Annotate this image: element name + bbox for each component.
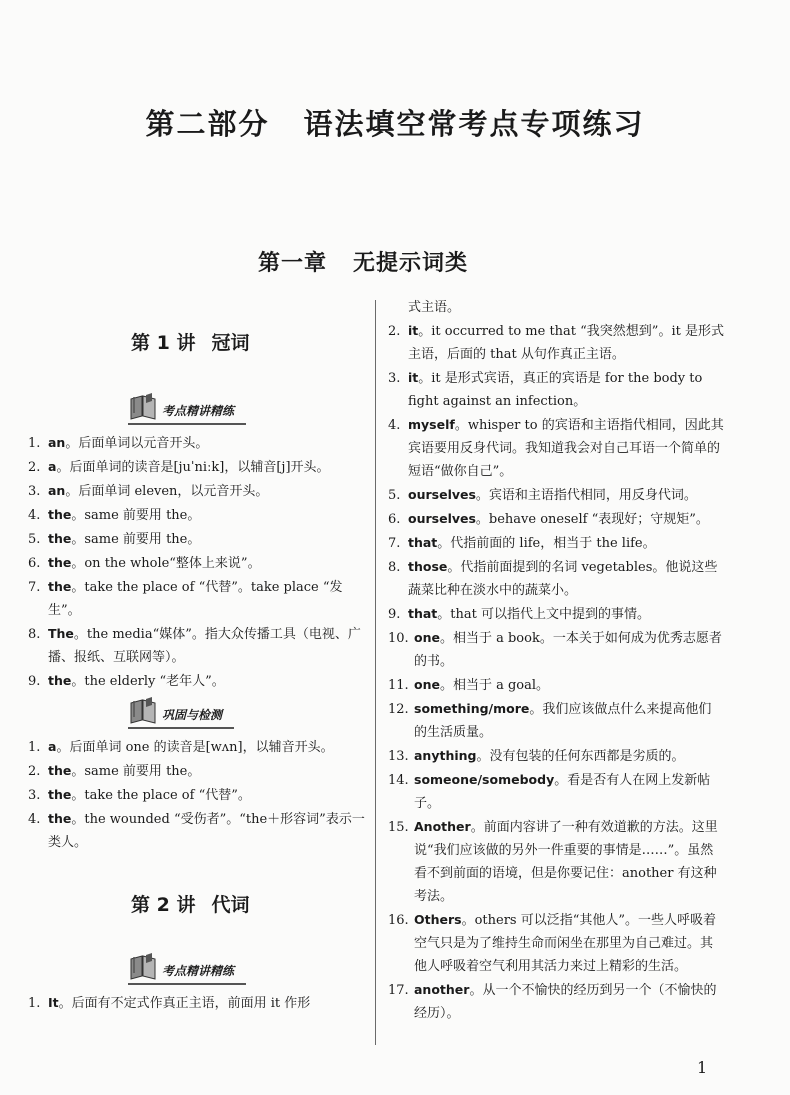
list-item: 4. myself。whisper to 的宾语和主语指代相同，因此其宾语要用反身代词。我知道我会对自己耳语一个简单的短语“做你自己”。	[388, 417, 724, 479]
answer-list	[28, 735, 366, 854]
part-label: 第二部分	[145, 107, 270, 141]
list-item: 5. the。same 前要用 the。	[28, 531, 201, 547]
list-item: 13. anything。没有包装的任何东西都是劣质的。	[388, 748, 685, 764]
list-item: 1. an。后面单词以元音开头。	[28, 435, 209, 451]
list-item: 6. the。on the whole“整体上来说”。	[28, 555, 261, 571]
answer-list	[388, 319, 724, 1025]
list-item: 17. another。从一个不愉快的经历到另一个（不愉快的经历）。	[388, 982, 717, 1021]
list-item: 12. something/more。我们应该做点什么来提高他们的生活质量。	[388, 701, 712, 740]
lecture-heading: 第 2 讲 代词	[131, 894, 250, 916]
list-item: 9. that。that 可以指代上文中提到的事情。	[388, 606, 651, 622]
list-item: 5. ourselves。宾语和主语指代相同，用反身代词。	[388, 487, 697, 503]
list-item: 1. It。后面有不定式作真正主语，前面用 it 作形	[28, 995, 311, 1011]
left-column	[28, 300, 366, 1015]
list-item: 4. the。the wounded “受伤者”。“the＋形容词”表示一类人。	[28, 811, 365, 850]
list-item: 3. it。it 是形式宾语，真正的宾语是 for the body to fight against an infection。	[388, 370, 703, 409]
page-title	[0, 102, 790, 143]
list-item: 11. one。相当于 a goal。	[388, 677, 550, 693]
chapter-title	[258, 246, 468, 277]
list-item: 16. Others。others 可以泛指“其他人”。一些人呼吸着空气只是为了维持生命而闲坐在那里为自己难过。其他人呼吸着空气利用其活力来过上精彩的生活。	[388, 912, 717, 974]
list-item: 8. those。代指前面提到的名词 vegetables。他说这些蔬菜比种在淡水中的蔬菜小。	[388, 559, 718, 598]
answer-list	[28, 991, 366, 1015]
right-column	[388, 296, 724, 1025]
book-icon	[128, 695, 158, 725]
chapter-name: 无提示词类	[353, 251, 469, 276]
list-item: 3. an。后面单词 eleven，以元音开头。	[28, 483, 269, 499]
list-item: 4. the。same 前要用 the。	[28, 507, 201, 523]
lecture-heading: 第 1 讲 冠词	[131, 332, 250, 354]
section-badge: 考点精讲精练	[128, 397, 246, 425]
chapter-label: 第一章	[258, 251, 328, 276]
column-divider	[375, 300, 376, 1045]
list-item: 2. the。same 前要用 the。	[28, 763, 201, 779]
list-item: 8. The。the media“媒体”。指大众传播工具（电视、广播、报纸、互联网等）。	[28, 626, 361, 665]
part-title: 语法填空常考点专项练习	[303, 107, 645, 141]
section-badge: 考点精讲精练	[128, 957, 246, 985]
list-item: 6. ourselves。behave oneself “表现好；守规矩”。	[388, 511, 709, 527]
list-item: 10. one。相当于 a book。一本关于如何成为优秀志愿者的书。	[388, 630, 722, 669]
list-item: 3. the。take the place of “代替”。	[28, 787, 251, 803]
list-item: 14. someone/somebody。看是否有人在网上发新帖子。	[388, 772, 711, 811]
page-number: 1	[697, 1058, 708, 1077]
section-badge: 巩固与检测	[128, 701, 234, 729]
list-item: 7. the。take the place of “代替”。take place “发生”。	[28, 579, 343, 618]
continued-text: 式主语。	[408, 300, 461, 315]
list-item: 2. a。后面单词的读音是[juˈniːk]，以辅音[j]开头。	[28, 459, 330, 475]
list-item: 1. a。后面单词 one 的读音是[wʌn]，以辅音开头。	[28, 739, 334, 755]
list-item: 7. that。代指前面的 life，相当于 the life。	[388, 535, 656, 551]
list-item: 15. Another。前面内容讲了一种有效道歉的方法。这里说“我们应该做的另外一件重要的事情是……”。虽然看不到前面的语境，但是你要记住：another 有这种考法。	[388, 819, 718, 904]
answer-list	[28, 431, 366, 693]
list-item: 2. it。it occurred to me that “我突然想到”。it 是形式主语，后面的 that 从句作真正主语。	[388, 323, 724, 362]
list-item: 9. the。the elderly “老年人”。	[28, 673, 225, 689]
book-icon	[128, 391, 158, 421]
book-icon	[128, 951, 158, 981]
